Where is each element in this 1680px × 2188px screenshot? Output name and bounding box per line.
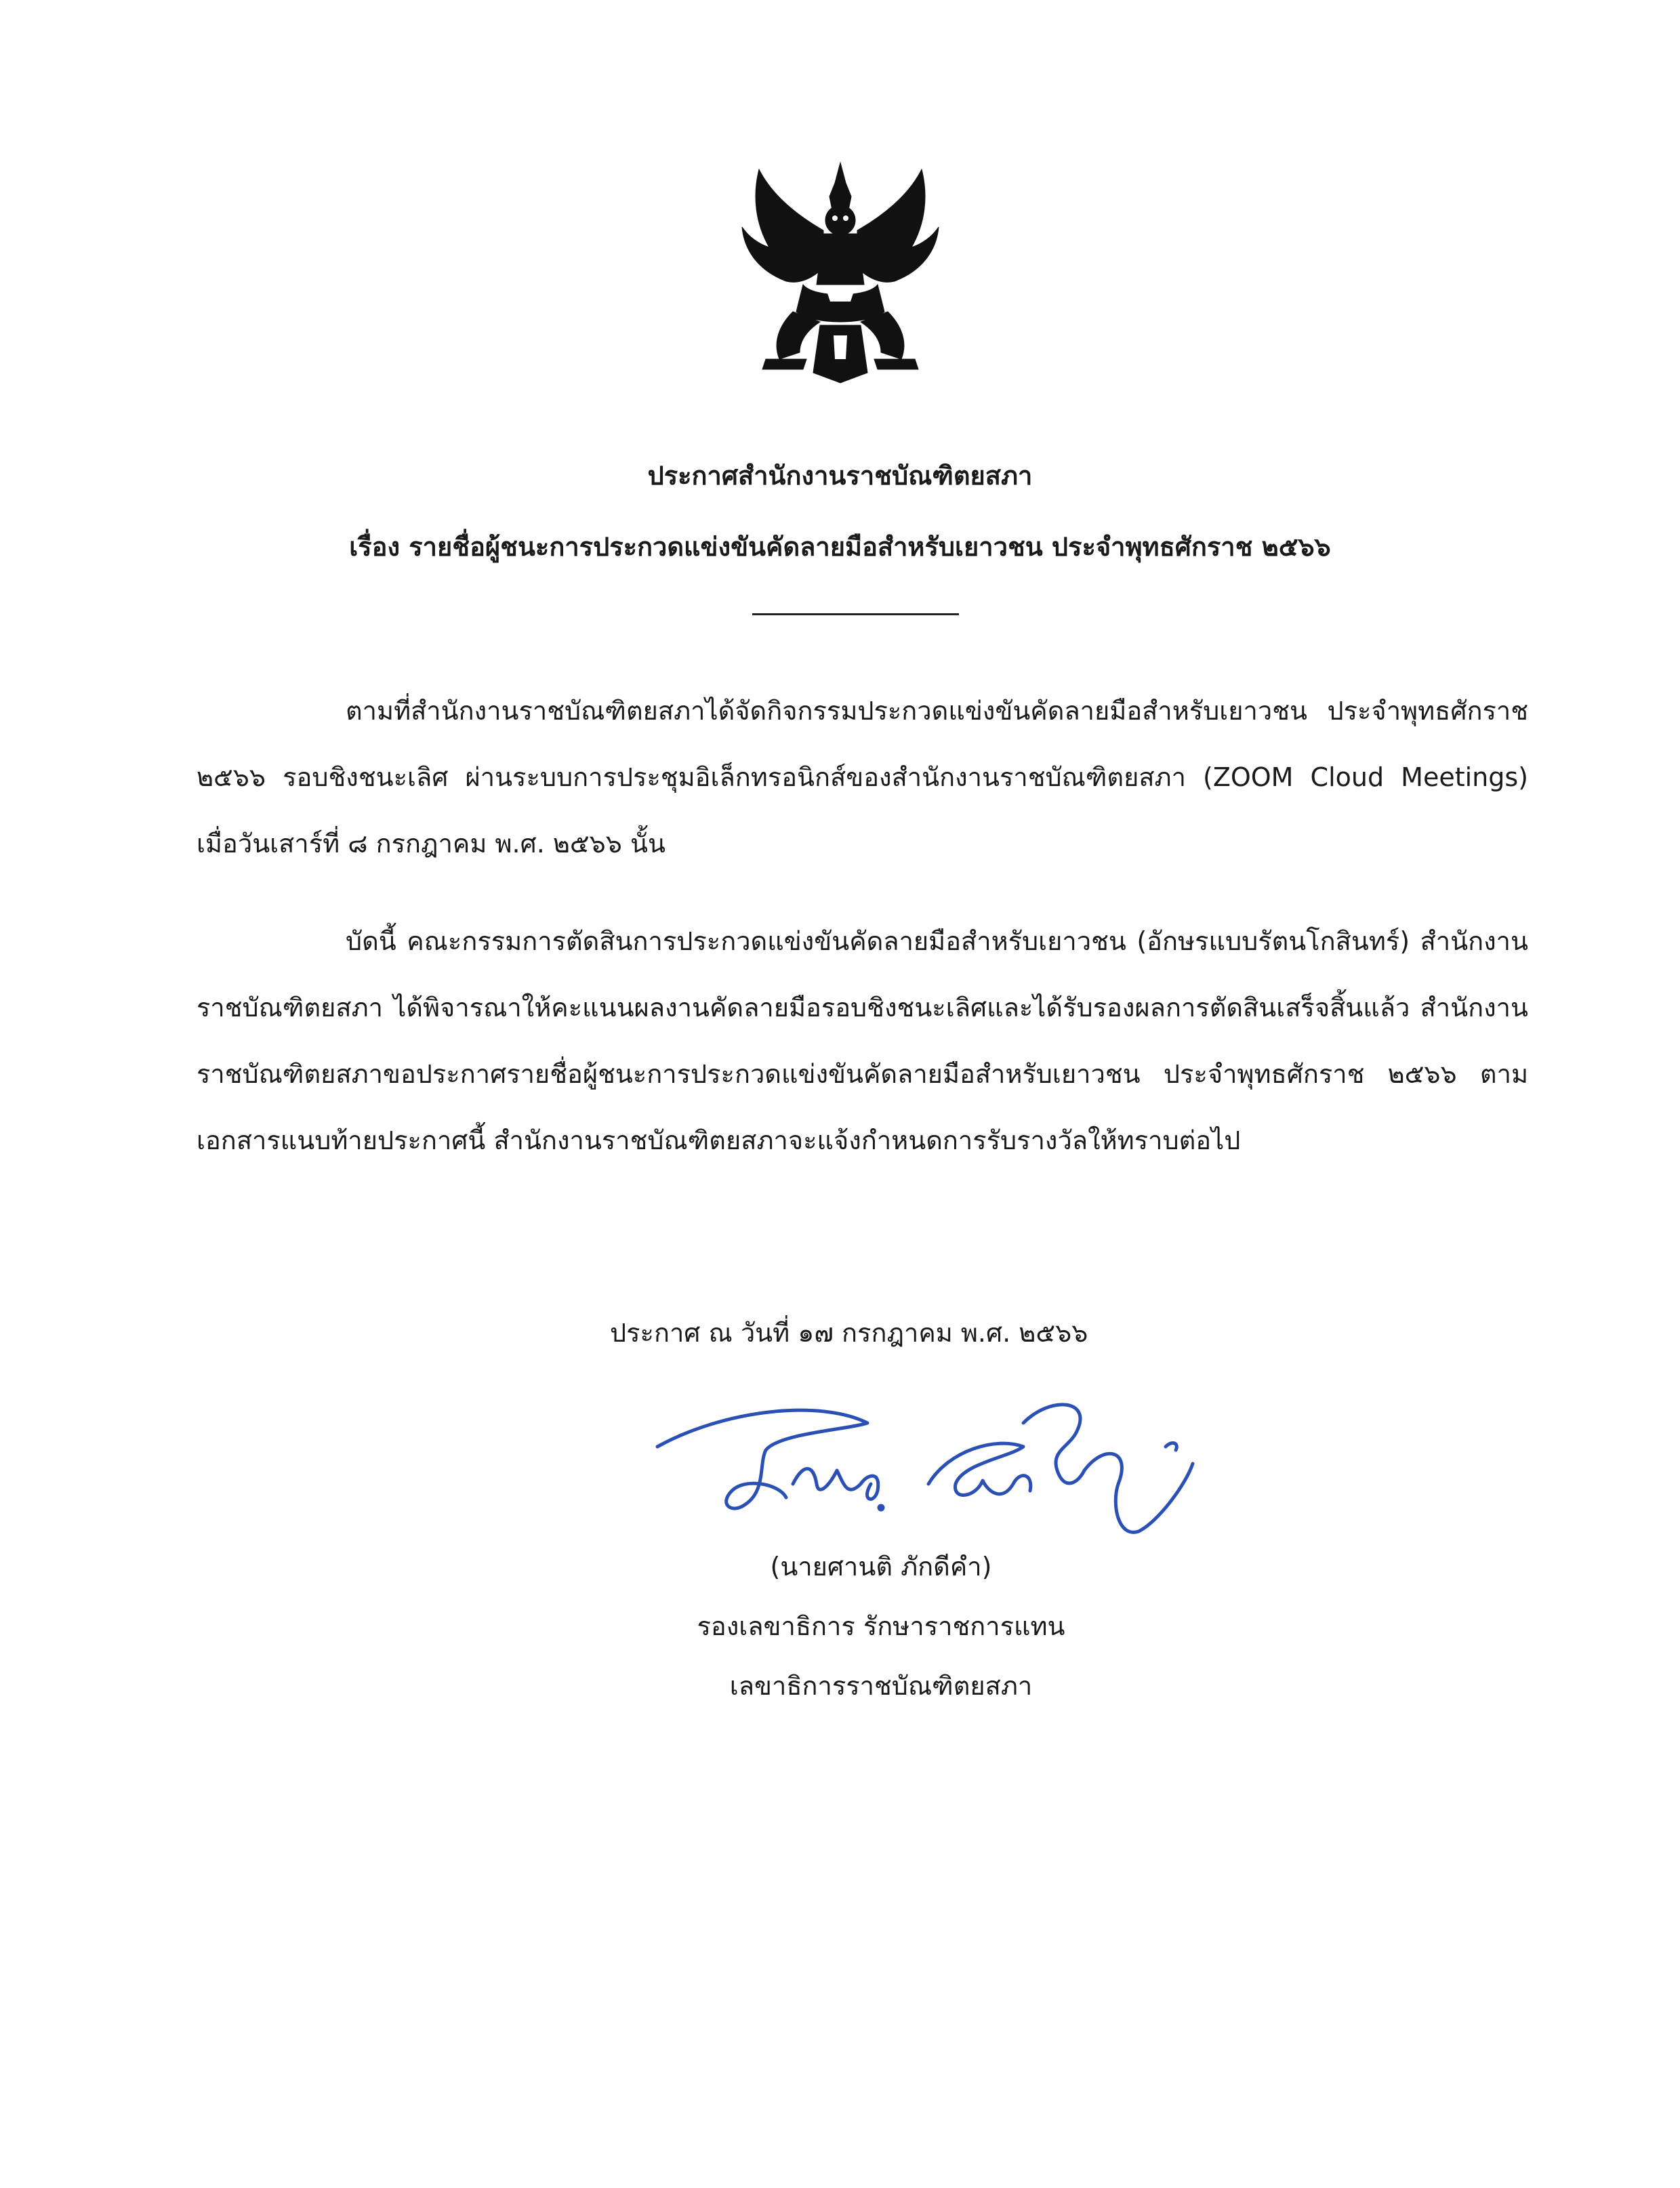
signer-position-title: เลขาธิการราชบัณฑิตยสภา	[729, 1671, 1033, 1701]
garuda-emblem-icon	[732, 156, 949, 386]
body-paragraph-2: บัดนี้ คณะกรรมการตัดสินการประกวดแข่งขันคัดลายมือสำหรับเยาวชน (อักษรแบบรัตนโกสินทร์) สำนักงานราชบัณฑิตยสภา ได้พิจารณาให้คะแนนผลงานคัดลายมือรอบชิงชนะเลิศและได้รับรองผลการตัดสินเสร็จสิ้นแล้ว สำนักงานราชบัณฑิตยสภาขอประกาศรายชื่อผู้ชนะการประกวดแข่งขันคัดลายมือสำหรับเยาวชน ประจำพุทธศักราช ๒๕๖๖ ตามเอกสารแนบท้ายประกาศนี้ สำนักงานราชบัณฑิตยสภาจะแจ้งกำหนดการรับรางวัลให้ทราบต่อไป	[197, 926, 1528, 1155]
announcement-date: ประกาศ ณ วันที่ ๑๗ กรกฎาคม พ.ศ. ๒๕๖๖	[610, 1318, 1088, 1348]
body-paragraph-1: ตามที่สำนักงานราชบัณฑิตยสภาได้จัดกิจกรรมประกวดแข่งขันคัดลายมือสำหรับเยาวชน ประจำพุทธศักราช ๒๕๖๖ รอบชิงชนะเลิศ ผ่านระบบการประชุมอิเล็กทรอนิกส์ของสำนักงานราชบัณฑิตยสภา (ZOOM Cloud Meetings) เมื่อวันเสาร์ที่ ๘ กรกฎาคม พ.ศ. ๒๕๖๖ นั้น	[197, 696, 1528, 859]
announcement-subject: เรื่อง รายชื่อผู้ชนะการประกวดแข่งขันคัดลายมือสำหรับเยาวชน ประจำพุทธศักราช ๒๕๖๖	[349, 532, 1331, 562]
signer-name: (นายศานติ ภักดีคำ)	[770, 1552, 992, 1582]
signer-position-acting: รองเลขาธิการ รักษาราชการแทน	[697, 1611, 1065, 1641]
handwritten-signature	[644, 1382, 1200, 1559]
title-divider	[752, 613, 959, 615]
announcement-title: ประกาศสำนักงานราชบัณฑิตยสภา	[647, 461, 1033, 491]
